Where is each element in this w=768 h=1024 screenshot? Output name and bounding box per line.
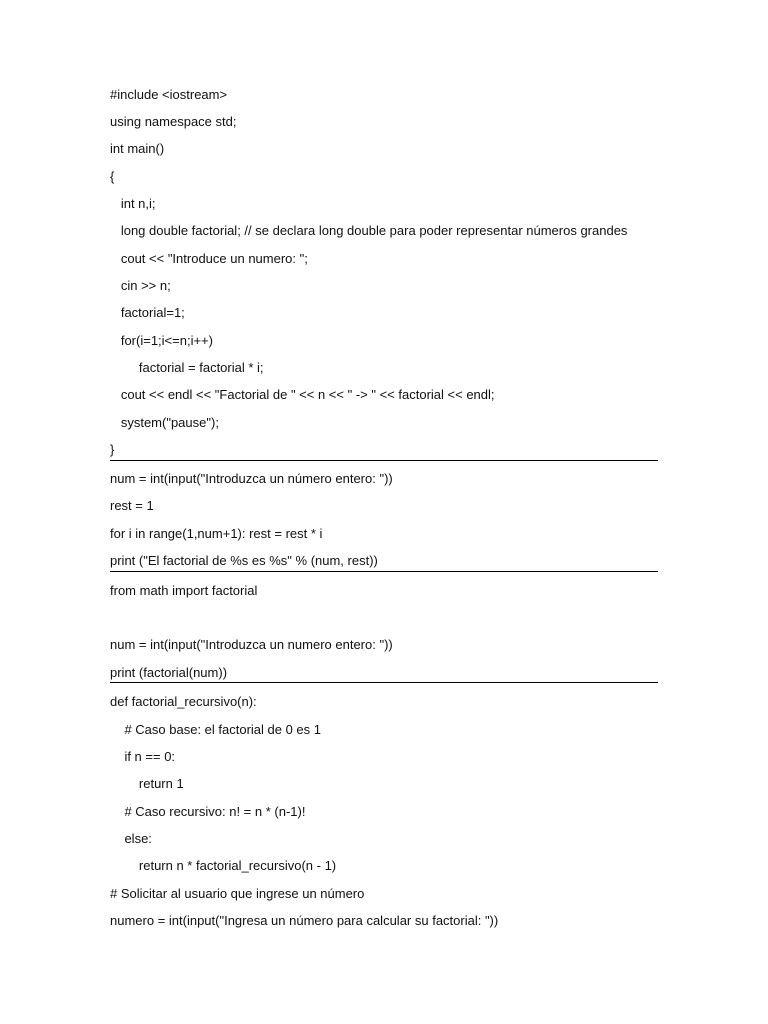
code-line: } xyxy=(110,442,115,457)
code-line: cin >> n; xyxy=(110,278,171,293)
code-line: rest = 1 xyxy=(110,498,154,513)
code-line: numero = int(input("Ingresa un número para calcular su factorial: ")) xyxy=(110,913,499,928)
code-line: cout << endl << "Factorial de " << n << " -> " << factorial << endl; xyxy=(110,387,495,402)
code-line: int main() xyxy=(110,141,165,156)
code-line: print ("El factorial de %s es %s" % (num, rest)) xyxy=(110,553,378,568)
code-line: print (factorial(num)) xyxy=(110,665,228,680)
code-line: num = int(input("Introduzca un número entero: ")) xyxy=(110,471,393,486)
code-line: # Solicitar al usuario que ingrese un número xyxy=(110,886,365,901)
code-line: from math import factorial xyxy=(110,583,258,598)
section-divider xyxy=(110,460,658,461)
code-line: system("pause"); xyxy=(110,415,219,430)
code-line: for(i=1;i<=n;i++) xyxy=(110,333,213,348)
code-line: using namespace std; xyxy=(110,114,237,129)
code-line: num = int(input("Introduzca un numero entero: ")) xyxy=(110,637,393,652)
code-line: return 1 xyxy=(110,776,184,791)
code-line: # Caso recursivo: n! = n * (n-1)! xyxy=(110,804,306,819)
code-line: # Caso base: el factorial de 0 es 1 xyxy=(110,722,322,737)
code-line: factorial=1; xyxy=(110,305,185,320)
code-line: int n,i; xyxy=(110,196,156,211)
code-line: if n == 0: xyxy=(110,749,176,764)
code-line: { xyxy=(110,169,115,184)
code-line: return n * factorial_recursivo(n - 1) xyxy=(110,858,337,873)
section-divider xyxy=(110,682,658,683)
code-line: for i in range(1,num+1): rest = rest * i xyxy=(110,526,323,541)
section-divider xyxy=(110,571,658,572)
code-line: long double factorial; // se declara long double para poder representar números grandes xyxy=(110,223,628,238)
code-line: def factorial_recursivo(n): xyxy=(110,694,257,709)
code-line: factorial = factorial * i; xyxy=(110,360,264,375)
code-line: else: xyxy=(110,831,152,846)
code-line: #include <iostream> xyxy=(110,87,228,102)
code-line: cout << "Introduce un numero: "; xyxy=(110,251,308,266)
